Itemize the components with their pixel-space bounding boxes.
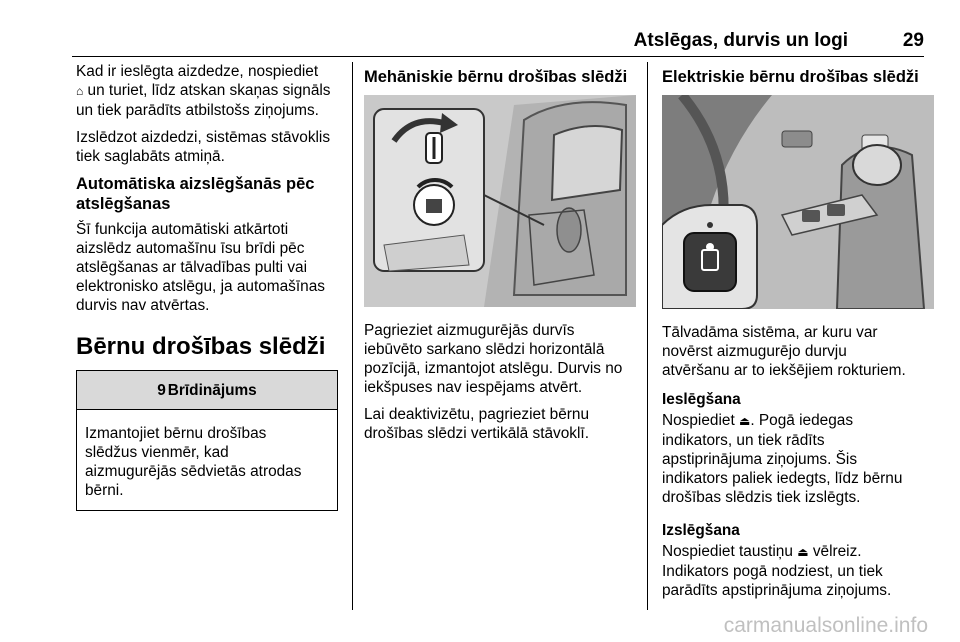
child-lock-icon: ⏏ <box>797 545 809 559</box>
child-lock-icon: ⏏ <box>739 414 751 428</box>
autolock-subheading: Automātiska aizslēgšanās pēc atslēgšanas <box>76 175 315 213</box>
text-line: ⌂ un turiet, līdz atskan skaņas signāls <box>76 82 331 99</box>
warning-title: Brīdinājums <box>167 381 257 399</box>
column-3 <box>662 62 934 608</box>
autolock-paragraph: Šī funkcija automātiski atkārtoti aizslēdz automašīnu īsu brīdi pēc atslēgšanas ar tālvadības pulti vai elektronisko atslēgu, ja automašīnas durvis nav atvērtas. <box>76 221 325 314</box>
console-button-illustration <box>662 95 934 309</box>
header-rule <box>72 56 924 57</box>
electric-lock-heading: Elektriskie bērnu drošības slēdži <box>662 68 919 86</box>
ignition-paragraph <box>76 62 344 120</box>
text-line: tiek saglabāts atmiņā. <box>76 148 225 165</box>
autolock-icon: ⌂ <box>76 84 84 98</box>
watermark[interactable]: carmanualsonline.info <box>723 614 928 637</box>
mechanical-lock-heading: Mehāniskie bērnu drošības slēdži <box>364 68 628 86</box>
on-label: Ieslēgšana <box>662 391 741 408</box>
text-line: un tiek parādīts atbilstošs ziņojums. <box>76 102 319 119</box>
on-paragraph: Nospiediet ⏏. Pogā iedegas indikators, un tiek rādīts apstiprinājuma ziņojums. Šis indikators paliek iedegts, līdz bērnu drošības slēdzis tiek izslēgts. <box>662 412 903 506</box>
off-label: Izslēgšana <box>662 522 740 539</box>
column-divider-1 <box>352 62 353 610</box>
column-1 <box>76 62 344 511</box>
mechanical-paragraph-1: Pagrieziet aizmugurējās durvīs iebūvēto sarkano slēdzi horizontālā pozīcijā, izmantojot atslēgu. Durvis no iekšpuses nav iespējams atvērt. <box>364 322 623 396</box>
off-paragraph: Nospiediet taustiņu ⏏ vēlreiz. Indikators pogā nodziest, un tiek parādīts apstiprinājuma ziņojums. <box>662 543 892 599</box>
header-title: Atslēgas, durvis un logi <box>633 30 848 51</box>
memory-paragraph <box>76 128 344 166</box>
warning-header <box>77 371 337 410</box>
warning-body: Izmantojiet bērnu drošības slēdžus vienmēr, kad aizmugurējās sēdvietās atrodas bērni. <box>85 425 302 499</box>
column-2 <box>364 62 636 451</box>
page-number: 29 <box>902 30 924 51</box>
text-line: Izslēdzot aizdedzi, sistēmas stāvoklis <box>76 129 331 146</box>
warning-triangle-icon: 9 <box>157 381 166 399</box>
text-line: Kad ir ieslēgta aizdedze, nospiediet <box>76 63 319 80</box>
door-lock-illustration <box>364 95 636 307</box>
column-divider-2 <box>647 62 648 610</box>
electric-paragraph: Tālvadāma sistēma, ar kuru var novērst aizmugurējo durvju atvēršanu ar to iekšējiem rokturiem. <box>662 324 906 379</box>
section-title: Bērnu drošības slēdži <box>76 333 326 360</box>
mechanical-paragraph-2: Lai deaktivizētu, pagrieziet bērnu drošības slēdzi vertikālā stāvoklī. <box>364 406 590 442</box>
warning-box <box>76 370 338 511</box>
